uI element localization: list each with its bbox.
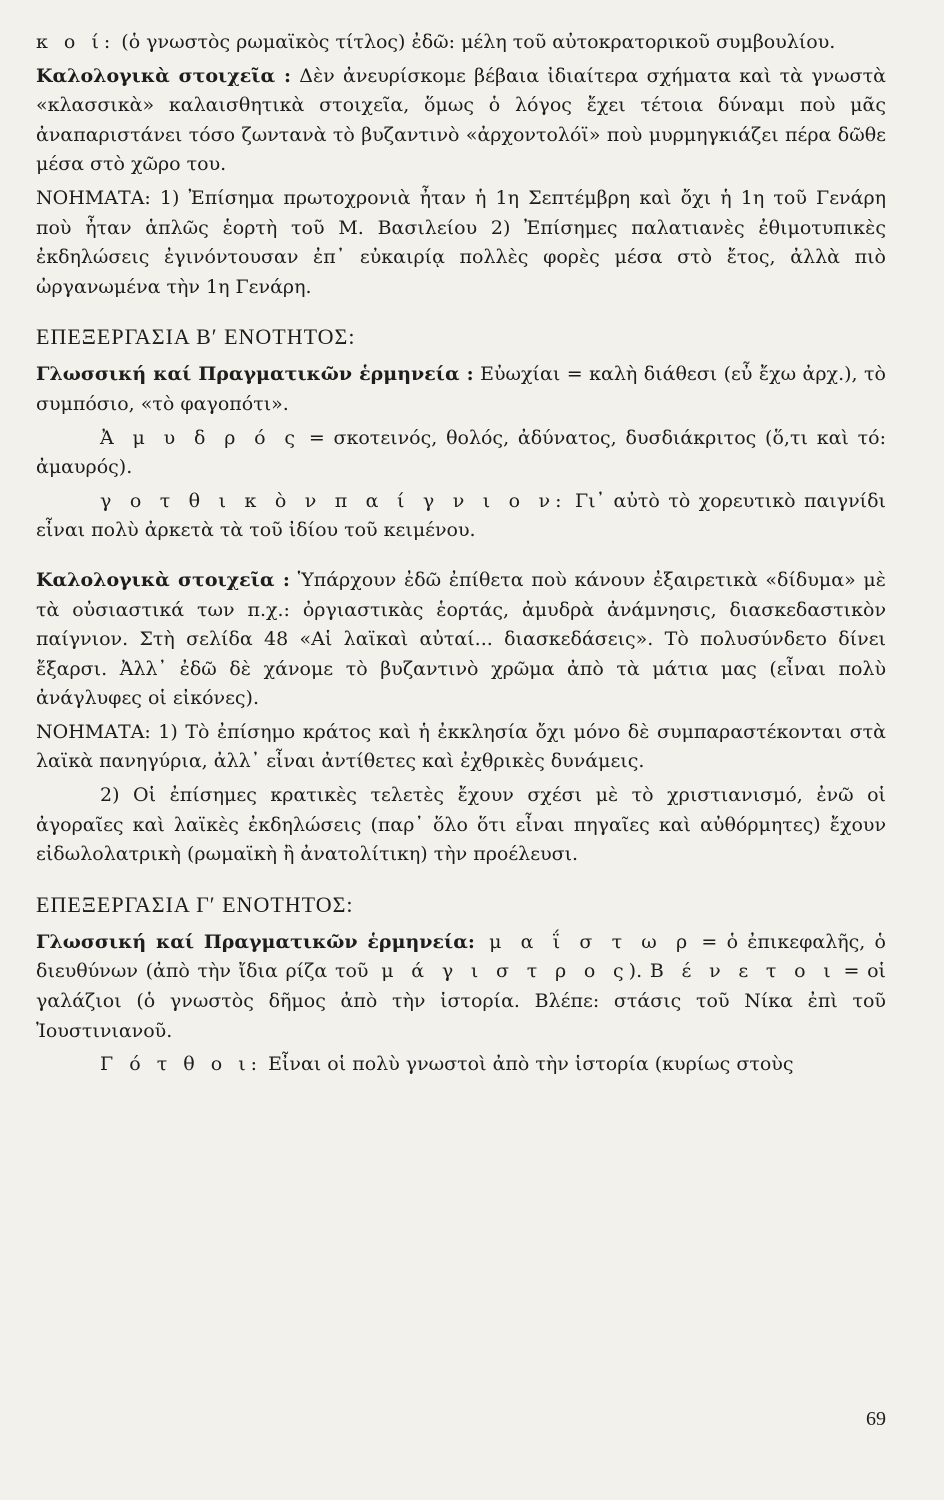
term-maistor: μ α ΐ σ τ ω ρ	[474, 930, 693, 953]
label-glossiki-b: Γλωσσική καί Πραγματικῶν ἑρμηνεία :	[36, 363, 474, 386]
term-gotthikon: γ ο τ θ ι κ ὸ ν π α ί γ ν ι ο ν:	[100, 489, 567, 512]
text-kalologika-1: Δὲν ἀνευρίσκομε βέβαια ἰδιαίτερα σχήματα καὶ τὰ γνωστὰ «κλασσικὰ» καλαισθητικὰ στοιχεῖα, ὅμως ὁ λόγος ἔχει τέτοια δύναμι ποὺ μᾶς ἀναπαριστάνει τόσο ζωντανὰ τὸ βυζαντινὸ «ἀρχοντολόϊ» ποὺ μυρμηγκιάζει πέρα δῶθε μέσα στὸ χῶρο του.	[36, 64, 886, 176]
heading-section-b: ΕΠΕΞΕΡΓΑΣΙΑ Β′ ΕΝΟΤΗΤΟΣ:	[36, 324, 356, 350]
text-gotthikon: Γι᾽ αὐτὸ τὸ χορευτικὸ παιγνίδι εἶναι πολὺ ἀρκετὰ τὰ τοῦ ἰδίου τοῦ κειμένου.	[36, 489, 887, 542]
paragraph-kalologika-2	[36, 566, 886, 714]
paragraph-komites	[36, 28, 886, 58]
paragraph-glossiki-b	[36, 360, 886, 419]
term-amydros: Ἀ μ υ δ ρ ό ς	[100, 426, 301, 449]
label-glossiki-c: Γλωσσική καί Πραγματικῶν ἑρμηνεία:	[36, 930, 475, 953]
paragraph-amydros	[36, 424, 886, 483]
text-amydros: = σκοτεινός, θολός, ἀδύνατος, δυσδιάκριτος (ὅ,τι καὶ τό: ἀμαυρός).	[36, 426, 886, 479]
paragraph-noimata-2: ΝΟΗΜΑΤΑ: 1) Τὸ ἐπίσημο κράτος καὶ ἡ ἐκκλησία ὄχι μόνο δὲ συμπαραστέκονται στὰ λαϊκὰ πανηγύρια, ἀλλ᾽ εἶναι ἀντίθετες καὶ ἐχθρικὲς δυνάμεις.	[36, 720, 886, 773]
text-gotthoi: Εἶναι οἱ πολὺ γνωστοὶ ἀπὸ τὴν ἱστορία (κυρίως στοὺς	[262, 1053, 794, 1076]
text-paren: ).	[628, 960, 650, 983]
text-kalologika-2: Ὑπάρχουν ἐδῶ ἐπίθετα ποὺ κάνουν ἐξαιρετικὰ «δίδυμα» μὲ τὰ οὐσιαστικά των π.χ.: ὀργιαστικὰς ἑορτάς, ἀμυδρὰ ἀνάμνησις, διασκεδαστικὸν παίγνιον. Στὴ σελίδα 48 «Αἱ λαϊκαὶ αὐταί... διασκεδάσεις». Τὸ πολυσύνδετο δίνει ἔξαρσι. Ἀλλ᾽ ἐδῶ δὲ χάνομε τὸ βυζαντινὸ χρῶμα ἀπὸ τὰ μάτια μας (εἶναι πολὺ ἀνάγλυφες οἱ εἰκόνες).	[36, 568, 886, 710]
paragraph-gotthikon	[36, 487, 886, 546]
paragraph-noimata-2-point-2: 2) Οἱ ἐπίσημες κρατικὲς τελετὲς ἔχουν σχέσι μὲ τὸ χριστιανισμό, ἐνῶ οἱ ἀγοραῖες καὶ λαϊκὲς ἐκδηλώσεις (παρ᾽ ὅλο ὅτι εἶναι πηγαῖες καὶ αὐθόρμητες) ἔχουν εἰδωλολατρικὴ (ρωμαϊκὴ ἢ ἀνατολίτικη) τὴν προέλευσι.	[36, 784, 886, 866]
paragraph-noimata-1: ΝΟΗΜΑΤΑ: 1) Ἐπίσημα πρωτοχρονιὰ ἦταν ἡ 1η Σεπτέμβρη καὶ ὄχι ἡ 1η τοῦ Γενάρη ποὺ ἦταν ἁπλῶς ἑορτὴ τοῦ Μ. Βασιλείου 2) Ἐπίσημες παλατιανὲς ἐθιμοτυπικὲς ἐκδηλώσεις ἐγινόντουσαν ἐπ᾽ εὐκαιρίᾳ πολλὲς φορὲς μέσα στὸ ἔτος, ἀλλὰ πιὸ ὠργανωμένα τὴν 1η Γενάρη.	[36, 186, 886, 298]
text-maistor: = ὁ ἐπικεφαλῆς, ὁ διευθύνων (ἀπὸ τὴν ἴδια ρίζα τοῦ	[36, 930, 886, 983]
label-kalologika-1: Καλολογικὰ στοιχεῖα :	[36, 64, 291, 87]
label-kalologika-2: Καλολογικὰ στοιχεῖα :	[36, 568, 290, 591]
text-glossiki-b: Εὐωχίαι = καλὴ διάθεσι (εὖ ἔχω ἀρχ.), τὸ συμπόσιο, «τὸ φαγοπότι».	[36, 363, 886, 415]
term-koi: κ ο ί:	[36, 31, 116, 53]
heading-section-c: ΕΠΕΞΕΡΓΑΣΙΑ Γ′ ΕΝΟΤΗΤΟΣ:	[36, 891, 354, 917]
term-magistros: μ ά γ ι σ τ ρ ο ς	[368, 960, 629, 983]
term-gotthoi: Γ ό τ θ ο ι:	[100, 1053, 263, 1076]
text-koi: (ὁ γνωστὸς ρωμαϊκὸς τίτλος) ἐδῶ: μέλη τοῦ αὐτοκρατορικοῦ συμβουλίου.	[115, 31, 836, 53]
paragraph-kalologika-1	[36, 62, 886, 180]
page-number: 69	[866, 1408, 886, 1430]
paragraph-gotthoi	[36, 1050, 886, 1080]
term-venetoi: Β έ ν ε τ ο ι	[649, 960, 836, 983]
paragraph-glossiki-c	[36, 928, 886, 1046]
text-venetoi: = οἱ γαλάζιοι (ὁ γνωστὸς δῆμος ἀπὸ τὴν ἱστορία. Βλέπε: στάσις τοῦ Νίκα ἐπὶ τοῦ Ἰουστινιανοῦ.	[36, 960, 886, 1042]
